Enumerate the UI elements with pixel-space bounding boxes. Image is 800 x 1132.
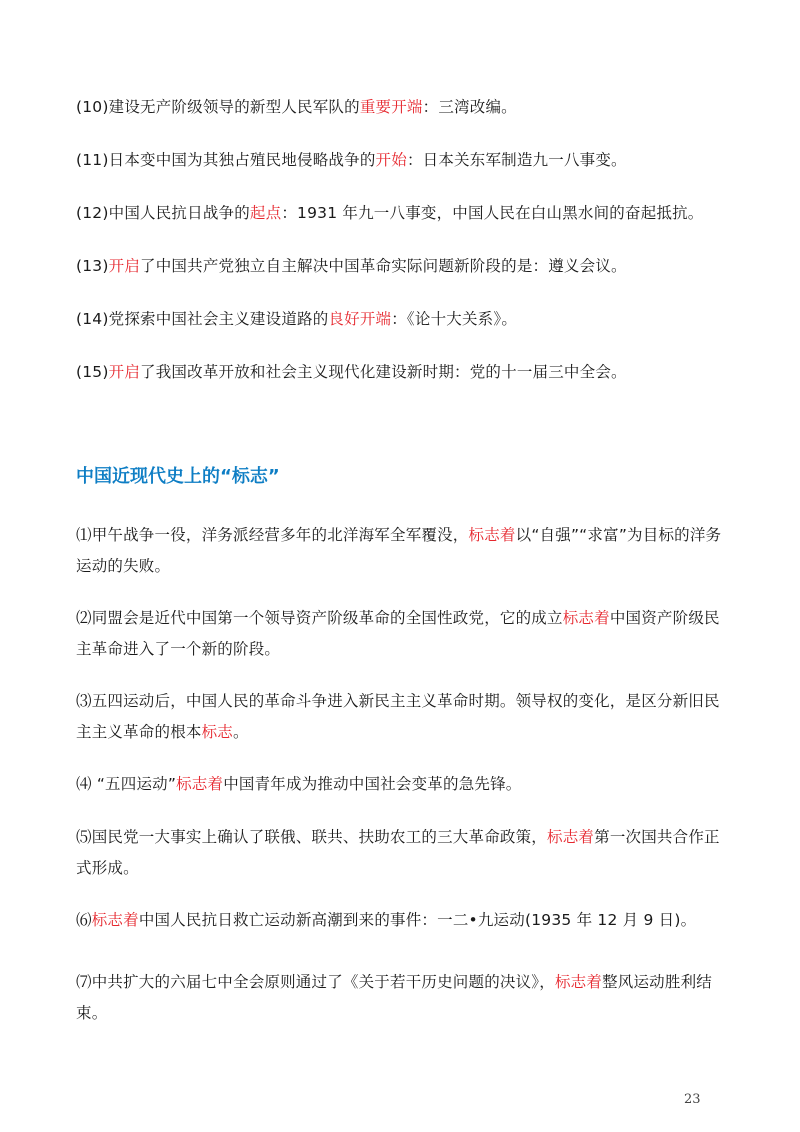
item-text: ：三湾改编。 <box>422 98 517 116</box>
item-highlight: 标志着 <box>562 609 610 627</box>
item-highlight: 标志着 <box>554 973 603 991</box>
list-item <box>76 967 726 1029</box>
item-text: (11)日本变中国为其独占殖民地侵略战争的 <box>76 151 376 169</box>
item-text: 中国人民抗日救亡运动新高潮到来的事件：一二•九运动(1935 年 12 月 9 日)。 <box>138 911 697 929</box>
item-text: 了中国共产党独立自主解决中国革命实际问题新阶段的是：遵义会议。 <box>140 257 627 275</box>
list-item <box>76 905 726 936</box>
item-text: ⑹ <box>76 911 92 929</box>
item-text: (13) <box>76 257 109 275</box>
item-text: ⑷ “五四运动” <box>76 775 177 793</box>
item-highlight: 标志着 <box>547 828 595 846</box>
item-text: (12)中国人民抗日战争的 <box>76 204 250 222</box>
item-highlight: 开始 <box>375 151 407 169</box>
list-item <box>76 92 726 123</box>
item-highlight: 开启 <box>108 363 141 381</box>
page-number: 23 <box>684 1092 701 1107</box>
list-item <box>76 769 726 800</box>
item-text: ：日本关东军制造九一八事变。 <box>406 151 627 169</box>
item-highlight: 良好开端 <box>328 310 392 328</box>
list-item <box>76 198 726 229</box>
item-highlight: 标志着 <box>176 775 224 793</box>
item-highlight: 标志 <box>201 723 234 741</box>
list-item <box>76 520 726 582</box>
item-text: ⑸国民党一大事实上确认了联俄、联共、扶助农工的三大革命政策， <box>76 828 548 846</box>
item-text: 中国资产阶级民主革命进入了一个新的阶段。 <box>76 609 720 658</box>
item-text: 了我国改革开放和社会主义现代化建设新时期：党的十一届三中全会。 <box>140 363 627 381</box>
item-text: 以“自强”“求富”为目标的洋务运动的失败。 <box>76 526 722 575</box>
item-text: 第一次国共合作正式形成。 <box>76 828 720 877</box>
item-highlight: 起点 <box>249 204 282 222</box>
item-text: ⑺中共扩大的六届七中全会原则通过了《关于若干历史问题的决议》， <box>76 973 555 991</box>
list-item <box>76 686 726 748</box>
item-text: 整风运动胜利结束。 <box>76 973 712 1022</box>
item-text: (14)党探索中国社会主义建设道路的 <box>76 310 329 328</box>
item-text: ：《论十大关系》。 <box>391 310 518 328</box>
item-text: 中国青年成为推动中国社会变革的急先锋。 <box>223 775 522 793</box>
item-text: ⑵同盟会是近代中国第一个领导资产阶级革命的全国性政党，它的成立 <box>76 609 563 627</box>
item-highlight: 标志着 <box>468 526 516 544</box>
item-text: 。 <box>233 723 249 741</box>
item-text: (10)建设无产阶级领导的新型人民军队的 <box>76 98 360 116</box>
list-item <box>76 304 726 335</box>
section-heading: 中国近现代史上的“标志” <box>76 466 280 487</box>
list-item <box>76 251 726 282</box>
item-text: ⑴甲午战争一役，洋务派经营多年的北洋海军全军覆没， <box>76 526 469 544</box>
item-highlight: 开启 <box>108 257 141 275</box>
item-text: ⑶五四运动后，中国人民的革命斗争进入新民主主义革命时期。领导权的变化，是区分新旧民主主义革命的根本 <box>76 692 720 741</box>
list-item <box>76 145 726 176</box>
list-item <box>76 822 726 884</box>
item-text: ：1931 年九一八事变，中国人民在白山黑水间的奋起抵抗。 <box>281 204 704 222</box>
item-highlight: 标志着 <box>91 911 139 929</box>
item-text: (15) <box>76 363 109 381</box>
item-highlight: 重要开端 <box>359 98 423 116</box>
list-item <box>76 603 726 665</box>
list-item <box>76 357 726 388</box>
